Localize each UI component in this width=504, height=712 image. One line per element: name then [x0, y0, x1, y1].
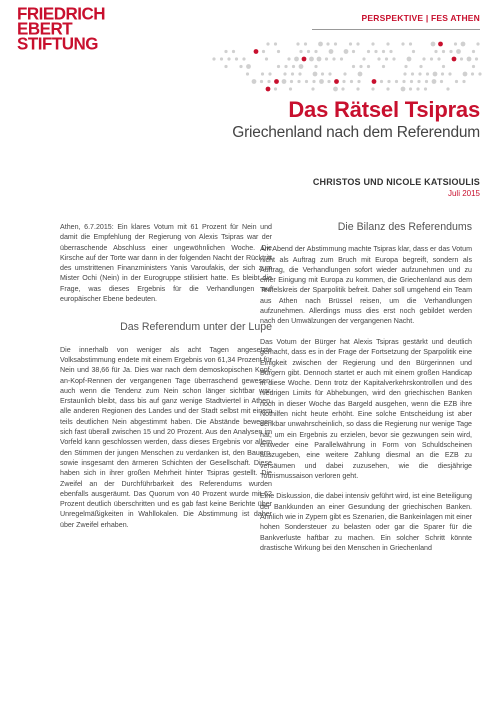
decorative-dot [304, 42, 307, 45]
decorative-dot [472, 50, 475, 53]
decorative-dot [407, 57, 412, 62]
decorative-dot [252, 79, 257, 84]
decorative-dot [367, 50, 370, 53]
decorative-dot [344, 49, 349, 54]
decorative-dot [242, 57, 245, 60]
section-heading-referendum: Das Referendum unter der Lupe [120, 321, 272, 334]
decorative-dot [325, 57, 328, 60]
decorative-dot [329, 49, 334, 54]
decorative-dot [352, 65, 355, 68]
decorative-dot [471, 72, 474, 75]
decorative-dot [332, 57, 335, 60]
decorative-dot [297, 80, 300, 83]
decorative-dot [422, 57, 425, 60]
decorative-dot [294, 57, 299, 62]
decorative-dot [430, 57, 433, 60]
decorative-dot [356, 42, 359, 45]
decorative-dot [403, 72, 406, 75]
decorative-dot [305, 80, 308, 83]
decorative-dot [416, 87, 419, 90]
decorative-dot [340, 57, 343, 60]
body-paragraph: Am Abend der Abstimmung machte Tsipras klar, dass er das Votum nicht als Auftrag zum Bruch mit Europa begreift, sondern als Auftrag, die Verhandlungen sofort wieder aufzunehmen und zu einer Einigung mit Europa zu kommen, die Griechenland aus dem Teufelskreis der Sparpolitik befreit. Daher soll umgehend ein Team aus Athen nach Brüssel reisen, um die Verhandlungen aufzunehmen. Allerdings muss dies erst noch gebildet werden nach den Umwälzungen der vergangenen Nacht. [260, 245, 472, 326]
decorative-dot [409, 87, 412, 90]
decorative-dot [426, 72, 429, 75]
decorative-dot [296, 42, 299, 45]
decorative-dot [274, 42, 277, 45]
decorative-dot [395, 80, 398, 83]
logo-line-1: FRIEDRICH [17, 3, 106, 24]
decorative-dot [401, 87, 406, 92]
decorative-dot [472, 65, 475, 68]
decorative-dot [299, 64, 304, 69]
series-label: PERSPEKTIVE | FES ATHEN [361, 13, 480, 23]
decorative-dot [442, 50, 445, 53]
decorative-dot [358, 72, 363, 77]
right-column [260, 222, 472, 564]
body-paragraph: Das Votum der Bürger hat Alexis Tsipras gestärkt und deutlich gemacht, dass es in der Frage der Fortsetzung der Sparpolitik eine Einigkeit zwischen der Regierung und den Bürgerinnen und Bürgern gibt. Dennoch startet er auch mit einem großen Handicap in diese Woche. Denn trotz der Kapitalverkehrskontrollen und des niedrigen Limits für Abhebungen, wird den griechischen Banken noch in dieser Woche das Bargeld ausgehen, wenn die EZB ihre Nothilfen nicht heute erhöht. Eine solche Entscheidung ist aber denkbar unwahrscheinlich, so dass die Regierung nur wenige Tage hat, um ein Ergebnis zu erzielen, bevor sie gezwungen sein wird, entweder eine Parallelwährung in Form von Schuldscheinen auszugeben, eine weitere Zahlung diesmal an die EZB zu versäumen und dabei zuzusehen, wie die diesjährige Tourismussaison verloren geht. [260, 337, 472, 480]
decorative-dot [265, 57, 268, 60]
decorative-dot [418, 72, 421, 75]
decorative-dot [412, 50, 415, 53]
body-paragraph: Die innerhalb von weniger als acht Tagen angesetzte Volksabstimmung endete mit einem Ergebnis von 61,34 Prozent für Nein und 38,66 für Ja. Dies war nach dem demoskopischen Kopf-an-Kopf-Rennen der vergangenen Tage überraschend gewesen, auch wenn die Tendenz zum Nein schon länger sichtbar war. Erstaunlich bleibt, dass bis auf ganz wenige Stadtviertel in Athen, alle anderen Regionen des Landes und der Stadt selbst mit einem teils deutlichen Nein abgestimmt haben. Die Abstände bewegen sich fast überall zwischen 15 und 20 Prozent. Aus den Analysen im Vorfeld kann geschlossen werden, dass dieses Ergebnis vor allem den Stimmen der jungen Menschen zu verdanken ist, den Bauern, sowie insgesamt den ärmeren Schichten der Gesellschaft. Diese haben sich in ihrer großen Mehrheit hinter Tsipras gestellt. Die Zweifel an der Durchführbarkeit des Referendums wurden ebenfalls ausgeräumt. Das Quorum von 40 Prozent wurde mit 62 Prozent deutlich überschritten und es gab fast keine Berichte über Unregelmäßigkeiten in Wahllokalen. Die Abstimmung ist daher über Zweifel erhaben. [60, 345, 272, 529]
decorative-dot [274, 79, 279, 84]
decorative-dot [448, 72, 451, 75]
decorative-dot [463, 72, 468, 77]
decorative-dot [382, 50, 385, 53]
decorative-dot [232, 50, 235, 53]
decorative-dot [239, 65, 242, 68]
decorative-dot [424, 87, 427, 90]
decorative-dot [246, 72, 249, 75]
decorative-dot [440, 80, 443, 83]
decorative-dot [341, 87, 344, 90]
decorative-dot [475, 57, 478, 60]
page-title: Das Rätsel Tsipras [288, 97, 480, 122]
left-column [60, 222, 272, 540]
decorative-dot [260, 80, 263, 83]
decorative-dot [478, 72, 481, 75]
decorative-dot [434, 50, 437, 53]
decorative-dot [392, 57, 395, 60]
decorative-dot [227, 57, 230, 60]
decorative-dot [326, 42, 329, 45]
decorative-dot [382, 65, 385, 68]
decorative-dot [333, 87, 338, 92]
decorative-dot [386, 42, 389, 45]
decorative-dot [307, 50, 310, 53]
decorative-dot [268, 72, 271, 75]
decorative-dot [387, 80, 390, 83]
decorative-dot [371, 87, 374, 90]
decorative-dot [441, 72, 444, 75]
decorative-dot [311, 87, 314, 90]
decorative-dot [352, 50, 355, 53]
decorative-dot [449, 50, 452, 53]
decorative-dot [357, 80, 360, 83]
decorative-dot [410, 80, 413, 83]
decorative-dot [266, 42, 269, 45]
decorative-dot [467, 57, 472, 62]
decorative-dot [299, 50, 302, 53]
decorative-dot [284, 65, 287, 68]
decorative-dot [432, 79, 437, 84]
decorative-dot [277, 65, 280, 68]
decorative-dot [386, 87, 389, 90]
decorative-dot [224, 65, 227, 68]
decorative-dot [452, 57, 457, 62]
decorative-dot [380, 80, 383, 83]
publication-date: Juli 2015 [447, 189, 480, 198]
authors: CHRISTOS UND NICOLE KATSIOULIS [312, 177, 480, 187]
decorative-dot [274, 87, 277, 90]
decorative-dot [371, 42, 374, 45]
decorative-dot [277, 50, 280, 53]
decorative-dot [342, 80, 345, 83]
decorative-dot [438, 42, 443, 47]
decorative-dot [246, 64, 251, 69]
decorative-dot [417, 80, 420, 83]
decorative-dot [359, 65, 362, 68]
decorative-dot [433, 72, 438, 77]
decorative-dot [321, 72, 324, 75]
decorative-dot [314, 65, 317, 68]
decorative-dot [411, 72, 414, 75]
decorative-dot [402, 80, 405, 83]
decorative-dot [224, 50, 227, 53]
decorative-dot [460, 57, 463, 60]
decorative-dot [377, 57, 380, 60]
decorative-dot [343, 72, 346, 75]
decorative-dot [350, 80, 353, 83]
body-paragraph: Eine Diskussion, die dabei intensiv geführt wird, ist eine Beteiligung der Bankkunden an einer Gesundung der griechischen Banken. Ähnlich wie in Zypern gibt es Szenarien, die Bankeinlagen mit einer hohen Sondersteuer zu belasten oder gar die Sparer für die Bankverluste haftbar zu machen. Ein solcher Schritt könnte drastische Wirkung bei den Menschen in Griechenland [260, 492, 472, 552]
decorative-dot [385, 57, 388, 60]
decorative-dot [266, 87, 271, 92]
decorative-dot [437, 57, 440, 60]
logo-line-2: EBERT [17, 18, 73, 39]
decorative-dot [372, 79, 377, 84]
decorative-dot [309, 57, 314, 62]
decorative-dot [461, 42, 466, 47]
decorative-dot [313, 72, 318, 77]
decorative-dot [425, 80, 428, 83]
decorative-dot [409, 42, 412, 45]
decorative-dot [462, 80, 465, 83]
decorative-dot [431, 42, 436, 47]
decorative-dot [362, 57, 365, 60]
decorative-dot-pattern [0, 0, 504, 110]
decorative-dot [317, 57, 322, 62]
decorative-dot [291, 72, 294, 75]
decorative-dot [262, 50, 265, 53]
decorative-dot [283, 72, 286, 75]
logo-line-3: STIFTUNG [17, 33, 98, 54]
decorative-dot [287, 57, 290, 60]
decorative-dot [419, 65, 422, 68]
decorative-dot [389, 50, 392, 53]
decorative-dot [220, 57, 223, 60]
decorative-dot [456, 49, 461, 54]
decorative-dot [356, 87, 359, 90]
decorative-dot [212, 57, 215, 60]
decorative-dot [298, 72, 301, 75]
decorative-dot [261, 72, 264, 75]
decorative-dot [476, 42, 479, 45]
decorative-dot [442, 65, 445, 68]
decorative-dot [302, 57, 307, 62]
decorative-dot [334, 42, 337, 45]
decorative-dot [327, 80, 330, 83]
decorative-dot [446, 87, 449, 90]
decorative-dot [282, 79, 287, 84]
decorative-dot [235, 57, 238, 60]
page-subtitle: Griechenland nach dem Referendum [232, 124, 480, 141]
decorative-dot [267, 80, 270, 83]
decorative-dot [318, 42, 323, 47]
decorative-dot [401, 42, 404, 45]
decorative-dot [289, 87, 292, 90]
decorative-dot [334, 79, 339, 84]
decorative-dot [349, 42, 352, 45]
decorative-dot [314, 50, 317, 53]
intro-paragraph: Athen, 6.7.2015: Ein klares Votum mit 61 Prozent für Nein und damit die Empfehlung der Regierung von Alexis Tsipras war der überraschende Abschluss einer ungewöhnlichen Woche. Die Kirsche auf der Torte war dann in der folgenden Nacht der Rücktritt des umstrittenen Finanzministers Yanis Varoufakis, der sich zum Mister Ochi (Nein) in der Eurogruppe stilisiert hatte. Es bleibt die Frage, was dieses Ergebnis für die Verhandlungen auf europäischer Ebene bedeuten. [60, 223, 272, 304]
decorative-dot [328, 72, 331, 75]
decorative-dot [404, 65, 407, 68]
section-heading-bilanz: Die Bilanz des Referendums [337, 221, 472, 233]
decorative-dot [312, 80, 315, 83]
decorative-dot [319, 79, 324, 84]
decorative-dot [367, 65, 370, 68]
decorative-dot [292, 65, 295, 68]
decorative-dot [374, 50, 377, 53]
decorative-dot [455, 80, 458, 83]
decorative-dot [290, 80, 293, 83]
decorative-dot [254, 49, 259, 54]
decorative-dot [454, 42, 457, 45]
